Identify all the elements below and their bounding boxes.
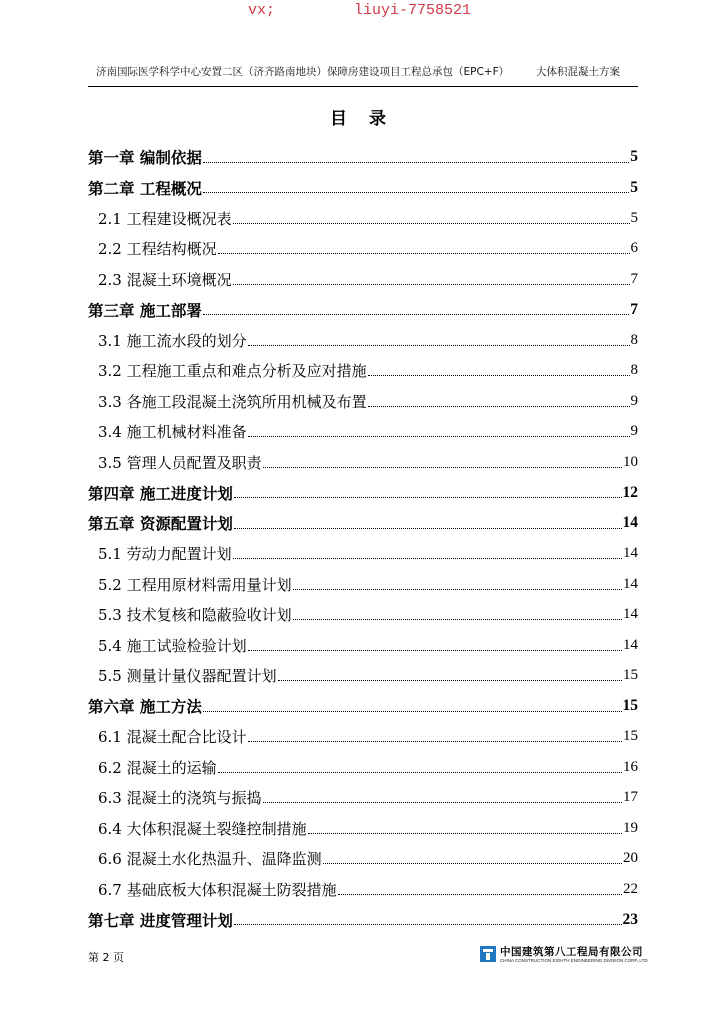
toc-entry-label: 第五章 资源配置计划 xyxy=(88,515,233,534)
toc-entry-page: 16 xyxy=(623,758,638,775)
toc-dot-leader xyxy=(248,650,622,651)
toc-entry-page: 15 xyxy=(623,667,638,684)
toc-entry-page: 7 xyxy=(630,270,638,287)
header-document-title: 大体积混凝土方案 xyxy=(536,66,620,78)
toc-section-entry[interactable] xyxy=(88,447,638,478)
toc-entry-page: 14 xyxy=(623,575,638,592)
toc-section-entry[interactable] xyxy=(88,203,638,234)
toc-entry-label: 第一章 编制依据 xyxy=(88,149,202,168)
toc-entry-label: 3.1 施工流水段的划分 xyxy=(98,331,247,350)
toc-entry-label: 6.6 混凝土水化热温升、温降监测 xyxy=(98,850,322,869)
toc-entry-page: 7 xyxy=(630,300,638,318)
toc-dot-leader xyxy=(218,772,622,773)
table-of-contents xyxy=(88,142,638,935)
toc-entry-page: 17 xyxy=(623,789,638,806)
toc-dot-leader xyxy=(323,863,622,864)
toc-entry-page: 20 xyxy=(623,850,638,867)
toc-dot-leader xyxy=(248,436,630,437)
toc-entry-page: 15 xyxy=(622,697,638,715)
toc-section-entry[interactable] xyxy=(88,661,638,692)
toc-chapter-entry[interactable] xyxy=(88,905,638,936)
header-project-title: 济南国际医学科学中心安置二区（济齐路南地块）保障房建设项目工程总承包（EPC+F） xyxy=(96,66,510,78)
toc-dot-leader xyxy=(234,924,622,925)
toc-chapter-entry[interactable] xyxy=(88,142,638,173)
footer-page-number: 第 2 页 xyxy=(88,951,124,964)
toc-entry-page: 19 xyxy=(623,819,638,836)
toc-dot-leader xyxy=(293,589,622,590)
toc-dot-leader xyxy=(263,802,622,803)
toc-dot-leader xyxy=(278,680,622,681)
toc-entry-label: 5.3 技术复核和隐蔽验收计划 xyxy=(98,606,292,625)
toc-dot-leader xyxy=(293,619,622,620)
toc-section-entry[interactable] xyxy=(88,600,638,631)
toc-entry-label: 3.5 管理人员配置及职责 xyxy=(98,453,262,472)
toc-section-entry[interactable] xyxy=(88,417,638,448)
toc-entry-label: 第二章 工程概况 xyxy=(88,179,202,198)
toc-entry-label: 5.1 劳动力配置计划 xyxy=(98,545,232,564)
toc-entry-label: 3.2 工程施工重点和难点分析及应对措施 xyxy=(98,362,367,381)
toc-section-entry[interactable] xyxy=(88,264,638,295)
toc-entry-label: 第七章 进度管理计划 xyxy=(88,911,233,930)
toc-chapter-entry[interactable] xyxy=(88,508,638,539)
toc-entry-page: 6 xyxy=(630,240,638,257)
toc-entry-label: 6.7 基础底板大体积混凝土防裂措施 xyxy=(98,880,337,899)
toc-entry-label: 6.2 混凝土的运输 xyxy=(98,758,217,777)
toc-entry-page: 9 xyxy=(630,423,638,440)
toc-dot-leader xyxy=(203,162,629,163)
toc-entry-label: 第六章 施工方法 xyxy=(88,698,202,717)
toc-entry-label: 5.2 工程用原材料需用量计划 xyxy=(98,575,292,594)
toc-section-entry[interactable] xyxy=(88,630,638,661)
toc-dot-leader xyxy=(368,375,630,376)
toc-section-entry[interactable] xyxy=(88,752,638,783)
toc-dot-leader xyxy=(218,253,630,254)
toc-entry-page: 12 xyxy=(622,483,638,501)
toc-entry-label: 2.3 混凝土环境概况 xyxy=(98,270,232,289)
toc-entry-page: 14 xyxy=(622,514,638,532)
toc-title: 目 录 xyxy=(330,109,394,129)
toc-dot-leader xyxy=(338,894,622,895)
toc-entry-page: 14 xyxy=(623,606,638,623)
toc-entry-label: 5.5 测量计量仪器配置计划 xyxy=(98,667,277,686)
toc-entry-label: 3.3 各施工段混凝土浇筑所用机械及布置 xyxy=(98,392,367,411)
watermark xyxy=(0,2,724,22)
toc-section-entry[interactable] xyxy=(88,234,638,265)
toc-section-entry[interactable] xyxy=(88,813,638,844)
toc-section-entry[interactable] xyxy=(88,874,638,905)
watermark-right: liuyi-7758521 xyxy=(354,2,472,19)
company-logo-english: CHINA CONSTRUCTION EIGHTH ENGINEERING DIVISION CORP.,LTD xyxy=(500,958,648,963)
toc-section-entry[interactable] xyxy=(88,722,638,753)
toc-section-entry[interactable] xyxy=(88,783,638,814)
toc-entry-label: 5.4 施工试验检验计划 xyxy=(98,636,247,655)
toc-entry-page: 8 xyxy=(630,331,638,348)
toc-dot-leader xyxy=(233,558,622,559)
toc-section-entry[interactable] xyxy=(88,569,638,600)
toc-entry-label: 第四章 施工进度计划 xyxy=(88,484,233,503)
toc-dot-leader xyxy=(248,345,630,346)
toc-entry-page: 14 xyxy=(623,545,638,562)
toc-dot-leader xyxy=(233,284,630,285)
toc-entry-page: 14 xyxy=(623,636,638,653)
toc-entry-label: 6.1 混凝土配合比设计 xyxy=(98,728,247,747)
toc-entry-page: 8 xyxy=(630,362,638,379)
toc-section-entry[interactable] xyxy=(88,386,638,417)
toc-section-entry[interactable] xyxy=(88,356,638,387)
toc-dot-leader xyxy=(248,741,622,742)
toc-dot-leader xyxy=(308,833,622,834)
company-logo xyxy=(480,944,648,968)
watermark-left: vx; xyxy=(248,2,276,19)
toc-dot-leader xyxy=(234,497,622,498)
toc-dot-leader xyxy=(234,528,622,529)
toc-chapter-entry[interactable] xyxy=(88,295,638,326)
toc-entry-label: 6.3 混凝土的浇筑与振捣 xyxy=(98,789,262,808)
toc-chapter-entry[interactable] xyxy=(88,478,638,509)
toc-entry-page: 5 xyxy=(630,178,638,196)
toc-entry-label: 3.4 施工机械材料准备 xyxy=(98,423,247,442)
toc-entry-label: 6.4 大体积混凝土裂缝控制措施 xyxy=(98,819,307,838)
toc-section-entry[interactable] xyxy=(88,844,638,875)
toc-dot-leader xyxy=(203,192,629,193)
toc-entry-page: 5 xyxy=(630,209,638,226)
toc-dot-leader xyxy=(263,467,622,468)
toc-entry-page: 5 xyxy=(630,148,638,166)
toc-dot-leader xyxy=(203,711,622,712)
toc-dot-leader xyxy=(203,314,629,315)
toc-entry-label: 2.2 工程结构概况 xyxy=(98,240,217,259)
toc-section-entry[interactable] xyxy=(88,539,638,570)
toc-dot-leader xyxy=(368,406,630,407)
toc-chapter-entry[interactable] xyxy=(88,173,638,204)
toc-entry-page: 15 xyxy=(623,728,638,745)
company-logo-icon xyxy=(480,946,496,962)
toc-entry-page: 23 xyxy=(622,910,638,928)
toc-dot-leader xyxy=(233,223,630,224)
toc-entry-label: 第三章 施工部署 xyxy=(88,301,202,320)
toc-section-entry[interactable] xyxy=(88,325,638,356)
toc-entry-page: 22 xyxy=(623,880,638,897)
company-logo-name: 中国建筑第八工程局有限公司 xyxy=(500,946,643,958)
toc-entry-page: 10 xyxy=(623,453,638,470)
toc-entry-label: 2.1 工程建设概况表 xyxy=(98,209,232,228)
header-rule xyxy=(88,86,638,87)
toc-entry-page: 9 xyxy=(630,392,638,409)
toc-chapter-entry[interactable] xyxy=(88,691,638,722)
